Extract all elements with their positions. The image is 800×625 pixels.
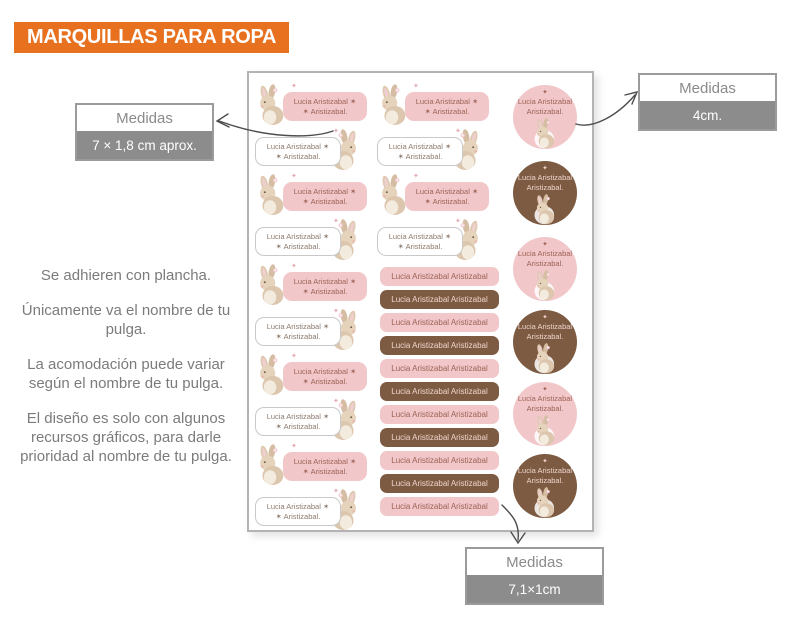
name-line2: ✶ Aristizabal. — [275, 331, 321, 341]
clothing-label-wide-pink — [255, 444, 367, 487]
name-line2: Aristizabal. — [526, 403, 564, 413]
name-line2: ✶ Aristizabal. — [397, 241, 443, 251]
name-tag — [405, 92, 489, 121]
name-single-line: Lucia Aristizabal Aristizabal — [391, 364, 488, 373]
name-single-line: Lucia Aristizabal Aristizabal — [391, 387, 488, 396]
clothing-label-wide-white — [255, 219, 367, 262]
star-icon: ✦ — [333, 398, 339, 405]
name-single-line: Lucia Aristizabal Aristizabal — [391, 318, 488, 327]
clothing-label-mini-brown — [380, 474, 499, 493]
name-line1: Lucia Aristizabal ✶ — [266, 501, 330, 511]
star-icon: ✦ — [333, 218, 339, 225]
label-sheet — [247, 71, 594, 532]
star-icon: ✦ — [291, 443, 297, 450]
arrow-to-wide-measure-head — [217, 114, 229, 127]
clothing-label-wide-white — [255, 129, 367, 172]
clothing-label-wide-white — [255, 399, 367, 442]
clothing-label-mini-pink — [380, 313, 499, 332]
name-tag — [255, 317, 341, 346]
bunny-icon — [531, 118, 559, 149]
name-tag — [255, 497, 341, 526]
star-icon: ✦ — [455, 218, 461, 225]
name-line1: Lucia Aristizabal ✶ — [415, 96, 479, 106]
measure-value: 4cm. — [640, 101, 775, 129]
clothing-label-wide-white — [255, 309, 367, 352]
star-icon: ✦ — [413, 173, 419, 180]
name-line2: ✶ Aristizabal. — [302, 196, 348, 206]
name-single-line: Lucia Aristizabal Aristizabal — [391, 433, 488, 442]
star-icon: ✦ — [333, 308, 339, 315]
measure-callout-mini-labels — [465, 547, 604, 605]
name-tag — [255, 407, 341, 436]
name-line1: Lucia Aristizabal — [517, 394, 573, 403]
measure-title: Medidas — [467, 549, 602, 575]
name-single-line: Lucia Aristizabal Aristizabal — [391, 456, 488, 465]
bunny-icon — [531, 194, 559, 225]
star-icon: ✦ — [333, 488, 339, 495]
name-tag — [283, 92, 367, 121]
name-line2: ✶ Aristizabal. — [397, 151, 443, 161]
name-line1: Lucia Aristizabal ✶ — [266, 411, 330, 421]
page-title: MARQUILLAS PARA ROPA — [14, 22, 289, 53]
name-line2: ✶ Aristizabal. — [275, 241, 321, 251]
clothing-label-round-brown — [513, 454, 577, 518]
name-tag — [377, 137, 463, 166]
bunny-icon — [531, 343, 559, 374]
name-line2: Aristizabal. — [526, 258, 564, 268]
name-line2: Aristizabal. — [526, 475, 564, 485]
clothing-label-wide-pink — [255, 174, 367, 217]
star-icon: ✦ — [542, 314, 548, 321]
clothing-label-mini-pink — [380, 405, 499, 424]
clothing-label-wide-pink — [377, 174, 489, 217]
clothing-label-mini-pink — [380, 497, 499, 516]
name-line2: Aristizabal. — [526, 106, 564, 116]
star-icon: ✦ — [291, 263, 297, 270]
name-line1: Lucia Aristizabal — [517, 249, 573, 258]
star-icon: ✦ — [291, 173, 297, 180]
clothing-label-round-brown — [513, 310, 577, 374]
name-line1: Lucia Aristizabal ✶ — [293, 456, 357, 466]
star-icon: ✦ — [542, 458, 548, 465]
star-icon: ✦ — [333, 128, 339, 135]
measure-callout-wide-labels — [75, 103, 214, 161]
product-notes — [8, 266, 244, 482]
name-tag — [283, 182, 367, 211]
clothing-label-mini-pink — [380, 359, 499, 378]
name-single-line: Lucia Aristizabal Aristizabal — [391, 502, 488, 511]
clothing-label-round-brown — [513, 161, 577, 225]
arrow-to-mini-measure-head — [511, 532, 525, 543]
name-line1: Lucia Aristizabal ✶ — [293, 276, 357, 286]
name-line1: Lucia Aristizabal ✶ — [415, 186, 479, 196]
name-line1: Lucia Aristizabal — [517, 466, 573, 475]
clothing-label-mini-pink — [380, 267, 499, 286]
clothing-label-wide-white — [255, 489, 367, 532]
name-line1: Lucia Aristizabal — [517, 97, 573, 106]
name-line2: ✶ Aristizabal. — [302, 376, 348, 386]
name-line2: ✶ Aristizabal. — [302, 106, 348, 116]
clothing-label-wide-white — [377, 129, 489, 172]
name-single-line: Lucia Aristizabal Aristizabal — [391, 341, 488, 350]
name-tag — [255, 227, 341, 256]
measure-callout-round-labels — [638, 73, 777, 131]
name-line2: ✶ Aristizabal. — [302, 466, 348, 476]
star-icon: ✦ — [291, 353, 297, 360]
name-line2: ✶ Aristizabal. — [302, 286, 348, 296]
star-icon: ✦ — [455, 128, 461, 135]
name-line2: ✶ Aristizabal. — [275, 511, 321, 521]
clothing-label-mini-brown — [380, 382, 499, 401]
clothing-label-wide-pink — [255, 264, 367, 307]
clothing-label-wide-pink — [255, 354, 367, 397]
star-icon: ✦ — [542, 241, 548, 248]
name-line2: ✶ Aristizabal. — [275, 421, 321, 431]
name-tag — [255, 137, 341, 166]
star-icon: ✦ — [542, 89, 548, 96]
name-line2: ✶ Aristizabal. — [424, 106, 470, 116]
name-tag — [283, 272, 367, 301]
name-single-line: Lucia Aristizabal Aristizabal — [391, 272, 488, 281]
clothing-label-mini-brown — [380, 428, 499, 447]
clothing-label-mini-brown — [380, 336, 499, 355]
arrow-to-round-measure-head — [625, 92, 637, 104]
measure-value: 7 × 1,8 cm aprox. — [77, 131, 212, 159]
clothing-label-mini-brown — [380, 290, 499, 309]
star-icon: ✦ — [542, 165, 548, 172]
clothing-label-wide-pink — [255, 84, 367, 127]
name-line1: Lucia Aristizabal — [517, 322, 573, 331]
star-icon: ✦ — [542, 386, 548, 393]
name-line1: Lucia Aristizabal — [517, 173, 573, 182]
clothing-label-round-pink — [513, 85, 577, 149]
name-line2: ✶ Aristizabal. — [275, 151, 321, 161]
clothing-label-round-pink — [513, 237, 577, 301]
name-line2: Aristizabal. — [526, 331, 564, 341]
note-paragraph: El diseño es solo con algunos recursos gráficos, para darle prioridad al nombre de tu pulga. — [20, 410, 232, 465]
bunny-icon — [531, 270, 559, 301]
name-line2: Aristizabal. — [526, 182, 564, 192]
name-line1: Lucia Aristizabal ✶ — [293, 366, 357, 376]
name-tag — [377, 227, 463, 256]
name-tag — [283, 452, 367, 481]
note-paragraph: La acomodación puede variar según el nombre de tu pulga. — [27, 356, 225, 392]
name-single-line: Lucia Aristizabal Aristizabal — [391, 410, 488, 419]
name-line1: Lucia Aristizabal ✶ — [266, 231, 330, 241]
name-line1: Lucia Aristizabal ✶ — [388, 231, 452, 241]
name-line1: Lucia Aristizabal ✶ — [293, 186, 357, 196]
name-line1: Lucia Aristizabal ✶ — [266, 321, 330, 331]
name-single-line: Lucia Aristizabal Aristizabal — [391, 479, 488, 488]
measure-value: 7,1×1cm — [467, 575, 602, 603]
note-paragraph: Se adhieren con plancha. — [40, 267, 212, 284]
measure-title: Medidas — [640, 75, 775, 101]
name-line1: Lucia Aristizabal ✶ — [293, 96, 357, 106]
clothing-label-round-pink — [513, 382, 577, 446]
name-line2: ✶ Aristizabal. — [424, 196, 470, 206]
measure-title: Medidas — [77, 105, 212, 131]
name-line1: Lucia Aristizabal ✶ — [388, 141, 452, 151]
name-tag — [283, 362, 367, 391]
clothing-label-wide-white — [377, 219, 489, 262]
star-icon: ✦ — [413, 83, 419, 90]
star-icon: ✦ — [291, 83, 297, 90]
bunny-icon — [531, 487, 559, 518]
name-tag — [405, 182, 489, 211]
name-single-line: Lucia Aristizabal Aristizabal — [391, 295, 488, 304]
clothing-label-wide-pink — [377, 84, 489, 127]
clothing-label-mini-pink — [380, 451, 499, 470]
bunny-icon — [531, 415, 559, 446]
name-line1: Lucia Aristizabal ✶ — [266, 141, 330, 151]
note-paragraph: Únicamente va el nombre de tu pulga. — [21, 302, 231, 338]
